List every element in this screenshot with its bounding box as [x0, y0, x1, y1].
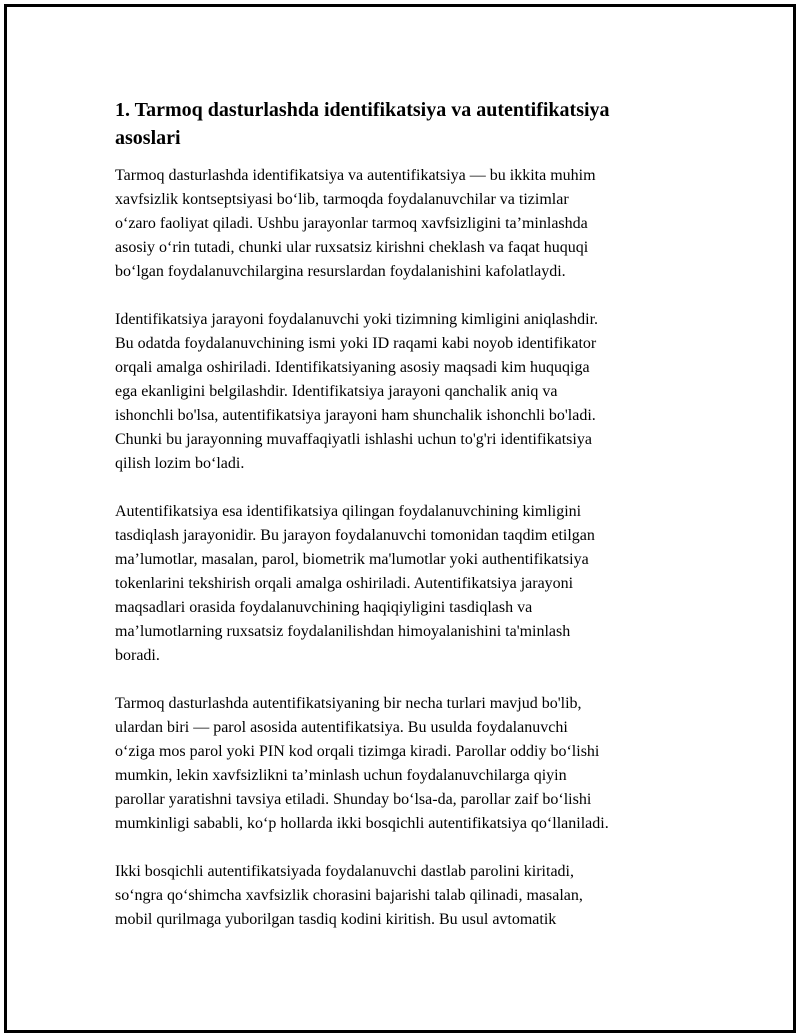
text-line: Bu odatda foydalanuvchining ismi yoki ID raqami kabi noyob identifikator — [115, 335, 597, 352]
text-line: ishonchli bo'lsa, autentifikatsiya jarayoni ham shunchalik ishonchli bo'ladi. — [115, 407, 596, 424]
text-line: bo‘lgan foydalanuvchilargina resurslardan foydalanishini kafolatlaydi. — [115, 263, 566, 280]
text-line: tasdiqlash jarayonidir. Bu jarayon foydalanuvchi tomonidan taqdim etilgan — [115, 527, 595, 544]
paragraph-authentication — [115, 500, 695, 668]
text-line: mumkinligi sababli, ko‘p hollarda ikki bosqichli autentifikatsiya qo‘llaniladi. — [115, 815, 609, 832]
heading-line: 1. Tarmoq dasturlashda identifikatsiya va autentifikatsiya — [115, 99, 610, 121]
paragraph-identification — [115, 308, 695, 476]
text-line: xavfsizlik kontseptsiyasi bo‘lib, tarmoqda foydalanuvchilar va tizimlar — [115, 191, 569, 208]
text-line: tokenlarini tekshirish orqali amalga oshiriladi. Autentifikatsiya jarayoni — [115, 575, 574, 592]
text-line: Ikki bosqichli autentifikatsiyada foydalanuvchi dastlab parolini kiritadi, — [115, 863, 574, 880]
text-line: ega ekanligini belgilashdir. Identifikatsiya jarayoni qanchalik aniq va — [115, 383, 558, 400]
paragraph-auth-types — [115, 692, 695, 836]
text-line: Chunki bu jarayonning muvaffaqiyatli ishlashi uchun to'g'ri identifikatsiya — [115, 431, 592, 448]
text-line: ma’lumotlar, masalan, parol, biometrik ma'lumotlar yoki authentifikatsiya — [115, 551, 589, 568]
text-line: maqsadlari orasida foydalanuvchining haqiqiyligini tasdiqlash va — [115, 599, 533, 616]
text-line: so‘ngra qo‘shimcha xavfsizlik chorasini bajarishi talab qilinadi, masalan, — [115, 887, 583, 904]
text-line: mumkin, lekin xavfsizlikni ta’minlash uchun foydalanuvchilarga qiyin — [115, 767, 567, 784]
text-line: orqali amalga oshiriladi. Identifikatsiyaning asosiy maqsadi kim huquqiga — [115, 359, 590, 376]
document-body — [115, 96, 695, 956]
paragraph-two-factor — [115, 860, 695, 932]
text-line: mobil qurilmaga yuborilgan tasdiq kodini kiritish. Bu usul avtomatik — [115, 911, 557, 928]
text-line: parollar yaratishni tavsiya etiladi. Shunday bo‘lsa-da, parollar zaif bo‘lishi — [115, 791, 592, 808]
text-line: qilish lozim bo‘ladi. — [115, 455, 245, 472]
text-line: Tarmoq dasturlashda identifikatsiya va autentifikatsiya — bu ikkita muhim — [115, 167, 596, 184]
text-line: boradi. — [115, 647, 160, 664]
text-line: ulardan biri — parol asosida autentifikatsiya. Bu usulda foydalanuvchi — [115, 719, 568, 736]
text-line: Identifikatsiya jarayoni foydalanuvchi yoki tizimning kimligini aniqlashdir. — [115, 311, 599, 328]
text-line: o‘ziga mos parol yoki PIN kod orqali tizimga kiradi. Parollar oddiy bo‘lishi — [115, 743, 600, 760]
text-line: o‘zaro faoliyat qiladi. Ushbu jarayonlar tarmoq xavfsizligini ta’minlashda — [115, 215, 588, 232]
text-line: Tarmoq dasturlashda autentifikatsiyaning bir necha turlari mavjud bo'lib, — [115, 695, 582, 712]
section-heading — [115, 96, 695, 152]
text-line: asosiy o‘rin tutadi, chunki ular ruxsatsiz kirishni cheklash va faqat huquqi — [115, 239, 589, 256]
text-line: Autentifikatsiya esa identifikatsiya qilingan foydalanuvchining kimligini — [115, 503, 582, 520]
text-line: ma’lumotlarning ruxsatsiz foydalanilishdan himoyalanishini ta'minlash — [115, 623, 571, 640]
heading-line: asoslari — [115, 127, 181, 149]
paragraph-intro — [115, 164, 695, 284]
